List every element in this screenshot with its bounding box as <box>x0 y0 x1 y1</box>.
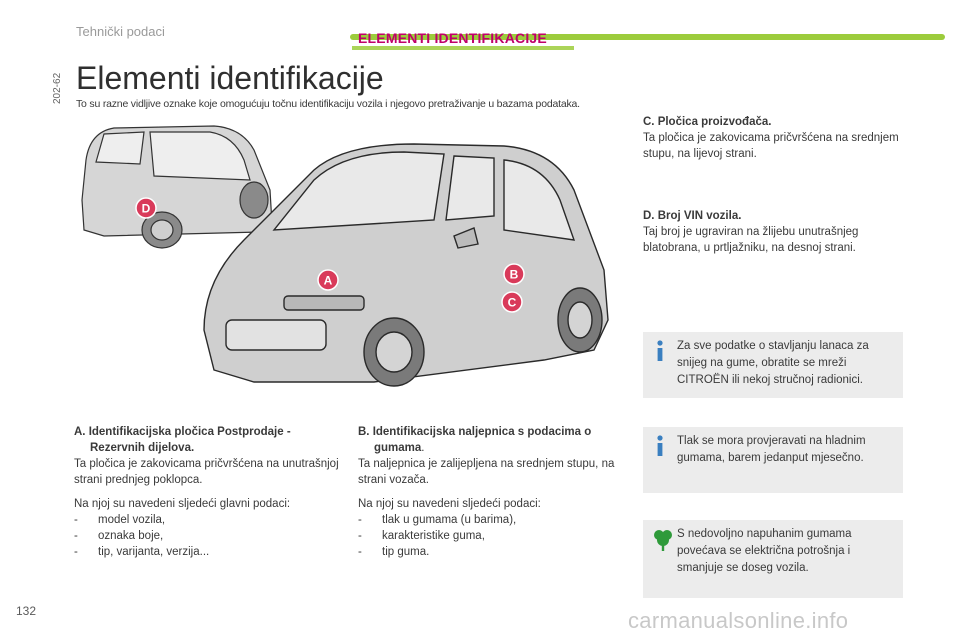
marker-a-label: A <box>323 273 333 288</box>
block-d-heading: D. Broj VIN vozila. <box>643 210 742 222</box>
side-code: 202-62 <box>52 72 63 104</box>
note-text: Tlak se mora provjeravati na hladnim gumama, barem jedanput mjesečno. <box>677 435 866 464</box>
list-item: - oznaka boje, <box>74 528 344 544</box>
car-illustration <box>74 120 622 416</box>
note-eco <box>643 520 903 598</box>
list-item: - tlak u gumama (u barima), <box>358 512 620 528</box>
block-a-list <box>74 512 344 560</box>
header-underline <box>352 46 574 50</box>
block-c-text: Ta pločica je zakovicama pričvršćena na srednjem stupu, na lijevoj strani. <box>643 132 899 160</box>
block-d <box>643 208 913 256</box>
marker-b <box>504 264 524 284</box>
marker-d-label: D <box>141 201 151 216</box>
block-b-list-intro: Na njoj su navedeni sljedeći podaci: <box>358 498 541 510</box>
block-b-text: Ta naljepnica je zalijepljena na srednjem stupu, na strani vozača. <box>358 458 615 486</box>
section-name: Tehnički podaci <box>76 24 165 39</box>
block-c-heading: C. Pločica proizvođača. <box>643 116 772 128</box>
note-tire-pressure <box>643 427 903 493</box>
marker-c <box>502 292 522 312</box>
watermark: carmanualsonline.info <box>628 608 849 633</box>
marker-c-label: C <box>507 295 517 310</box>
list-item: - karakteristike guma, <box>358 528 620 544</box>
block-b <box>358 424 620 560</box>
intro-text: To su razne vidljive oznake koje omogućuju točnu identifikaciju vozila i njegovo pretraživanje u bazama podataka. <box>76 98 580 110</box>
page-number: 132 <box>16 604 37 618</box>
block-a <box>74 424 344 560</box>
list-item: - tip guma. <box>358 544 620 560</box>
block-b-list <box>358 512 620 560</box>
note-text: Za sve podatke o stavljanju lanaca za snijeg na gume, obratite se mreži CITROËN ili nekoj stručnoj radionici. <box>677 340 869 386</box>
block-a-list-intro: Na njoj su navedeni sljedeći glavni podaci: <box>74 498 291 510</box>
marker-b-label: B <box>509 267 519 282</box>
info-icon <box>653 340 667 362</box>
block-a-text: Ta pločica je zakovicama pričvršćena na unutrašnjoj strani prednjeg poklopca. <box>74 458 339 486</box>
block-c <box>643 114 913 162</box>
block-b-heading: B. Identifikacijska naljepnica s podacima o gumama. <box>358 426 592 454</box>
marker-a <box>318 270 338 290</box>
note-snow-chains <box>643 332 903 398</box>
page-title: Elementi identifikacije <box>76 60 384 96</box>
info-icon <box>653 435 667 457</box>
eco-leaf-icon <box>653 528 673 552</box>
list-item: - model vozila, <box>74 512 344 528</box>
header-title: ELEMENTI IDENTIFIKACIJE <box>358 30 547 46</box>
list-item: - tip, varijanta, verzija... <box>74 544 344 560</box>
marker-d <box>136 198 156 218</box>
note-text: S nedovoljno napuhanim gumama povećava se električna potrošnja i smanjuje se doseg vozila. <box>677 528 852 574</box>
block-a-heading: A. Identifikacijska pločica Postprodaje - Rezervnih dijelova. <box>74 426 291 454</box>
block-d-text: Taj broj je ugraviran na žlijebu unutrašnjeg blatobrana, u prtljažniku, na desnoj strani. <box>643 226 859 254</box>
rear-car <box>82 126 272 248</box>
